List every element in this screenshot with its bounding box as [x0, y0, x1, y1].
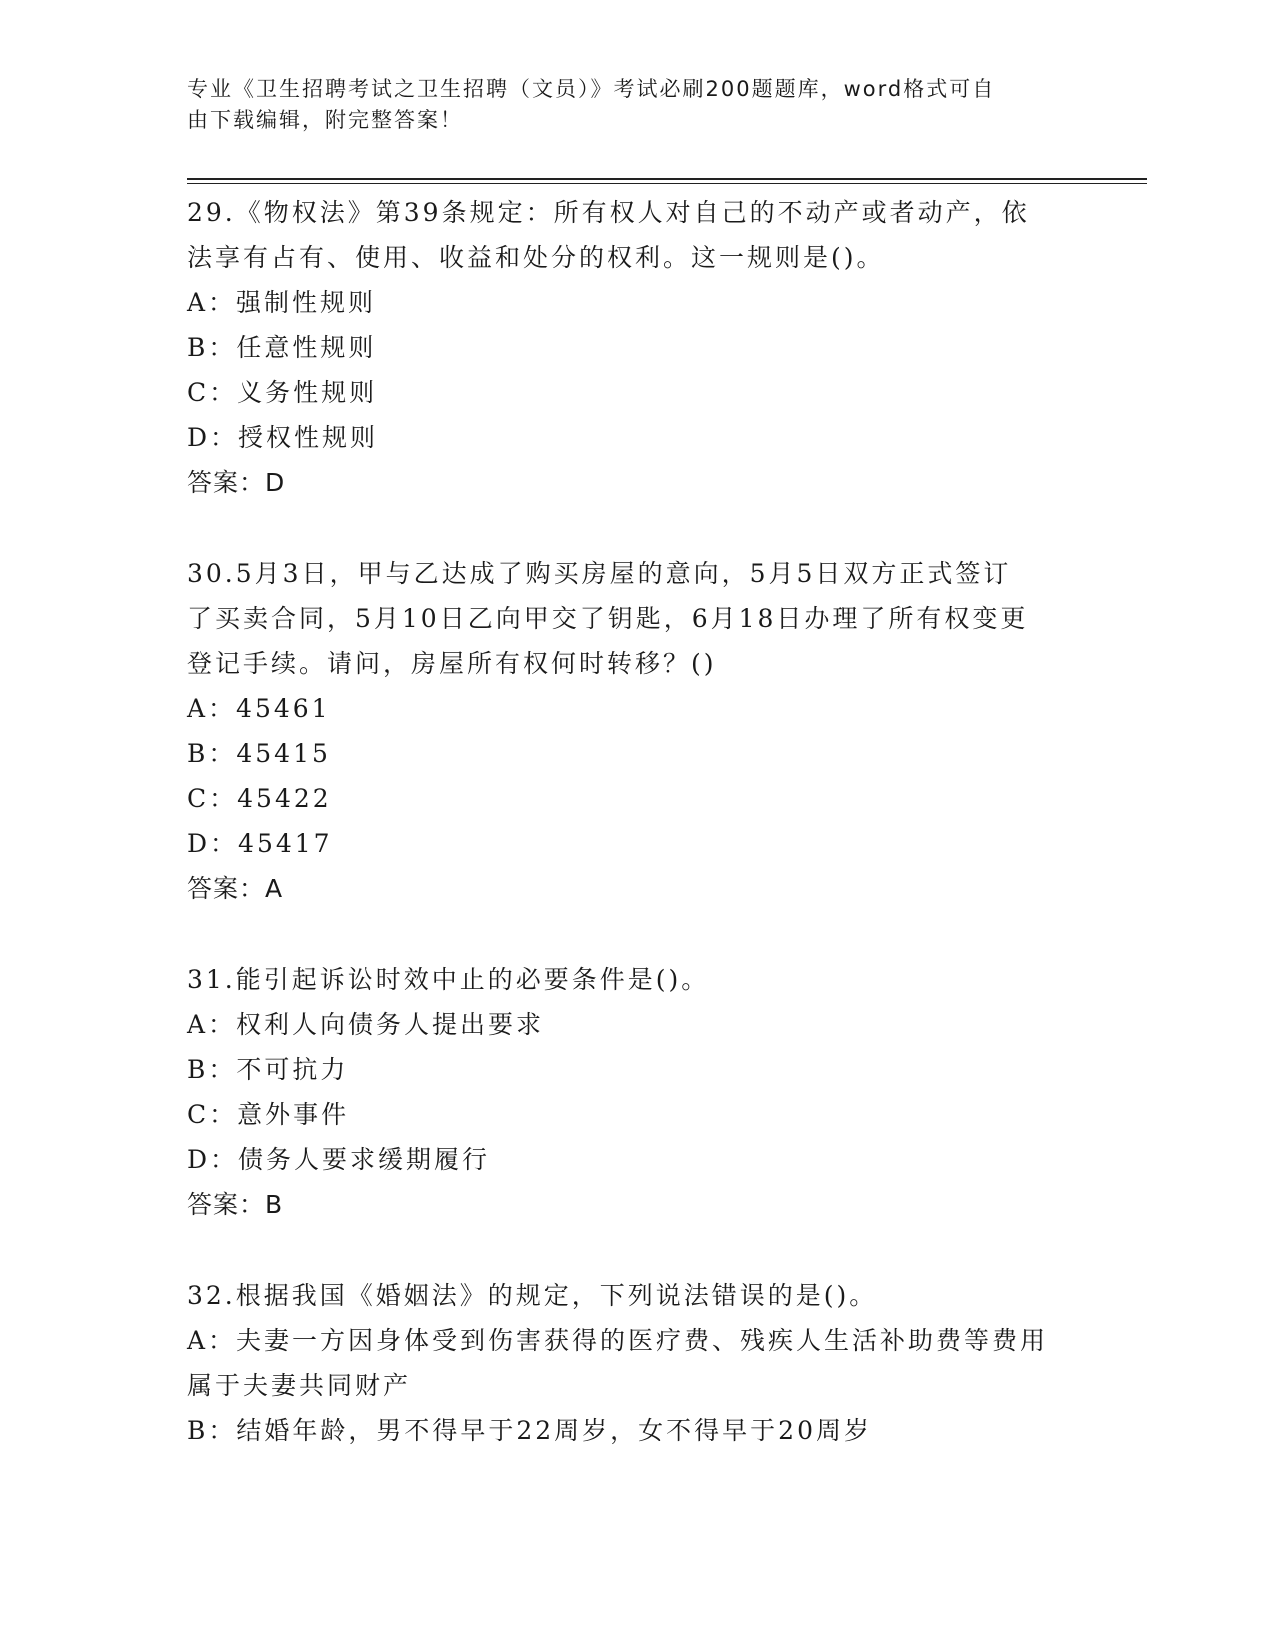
option-a: A：夫妻一方因身体受到伤害获得的医疗费、残疾人生活补助费等费用 [187, 1326, 1049, 1355]
option-b: B：任意性规则 [187, 333, 377, 362]
option-a: A：45461 [187, 694, 331, 723]
answer: 答案：B [187, 1190, 284, 1219]
option-d: D：债务人要求缓期履行 [187, 1145, 491, 1174]
answer: 答案：D [187, 468, 286, 497]
option-a: A：权利人向债务人提出要求 [187, 1010, 545, 1039]
question-text: 31.能引起诉讼时效中止的必要条件是()。 [187, 965, 710, 994]
option-a-continued: 属于夫妻共同财产 [187, 1371, 412, 1400]
header-rule-bottom [187, 183, 1147, 184]
header-line-2: 由下载编辑，附完整答案！ [187, 108, 463, 132]
document-header [187, 74, 1067, 136]
option-b: B：45415 [187, 739, 331, 768]
question-29 [187, 190, 1087, 505]
question-text: 了买卖合同，5月10日乙向甲交了钥匙，6月18日办理了所有权变更 [187, 604, 1029, 633]
question-list [187, 190, 1087, 1453]
question-text: 29.《物权法》第39条规定：所有权人对自己的不动产或者动产，依 [187, 198, 1030, 227]
option-d: D：45417 [187, 829, 333, 858]
question-text: 登记手续。请问，房屋所有权何时转移？() [187, 649, 717, 678]
option-a: A：强制性规则 [187, 288, 377, 317]
header-rule-top [187, 178, 1147, 180]
question-text: 32.根据我国《婚姻法》的规定，下列说法错误的是()。 [187, 1281, 878, 1310]
question-text: 法享有占有、使用、收益和处分的权利。这一规则是()。 [187, 243, 885, 272]
option-c: C：45422 [187, 784, 332, 813]
option-c: C：义务性规则 [187, 378, 378, 407]
header-line-1: 专业《卫生招聘考试之卫生招聘（文员）》考试必刷200题题库，word格式可自 [187, 77, 996, 101]
option-c: C：意外事件 [187, 1100, 350, 1129]
question-30 [187, 551, 1087, 911]
question-text: 30.5月3日，甲与乙达成了购买房屋的意向，5月5日双方正式签订 [187, 559, 1012, 588]
option-b: B：结婚年龄，男不得早于22周岁，女不得早于20周岁 [187, 1416, 872, 1445]
answer: 答案：A [187, 874, 284, 903]
question-31 [187, 957, 1087, 1227]
question-32 [187, 1273, 1087, 1453]
option-d: D：授权性规则 [187, 423, 379, 452]
option-b: B：不可抗力 [187, 1055, 349, 1084]
